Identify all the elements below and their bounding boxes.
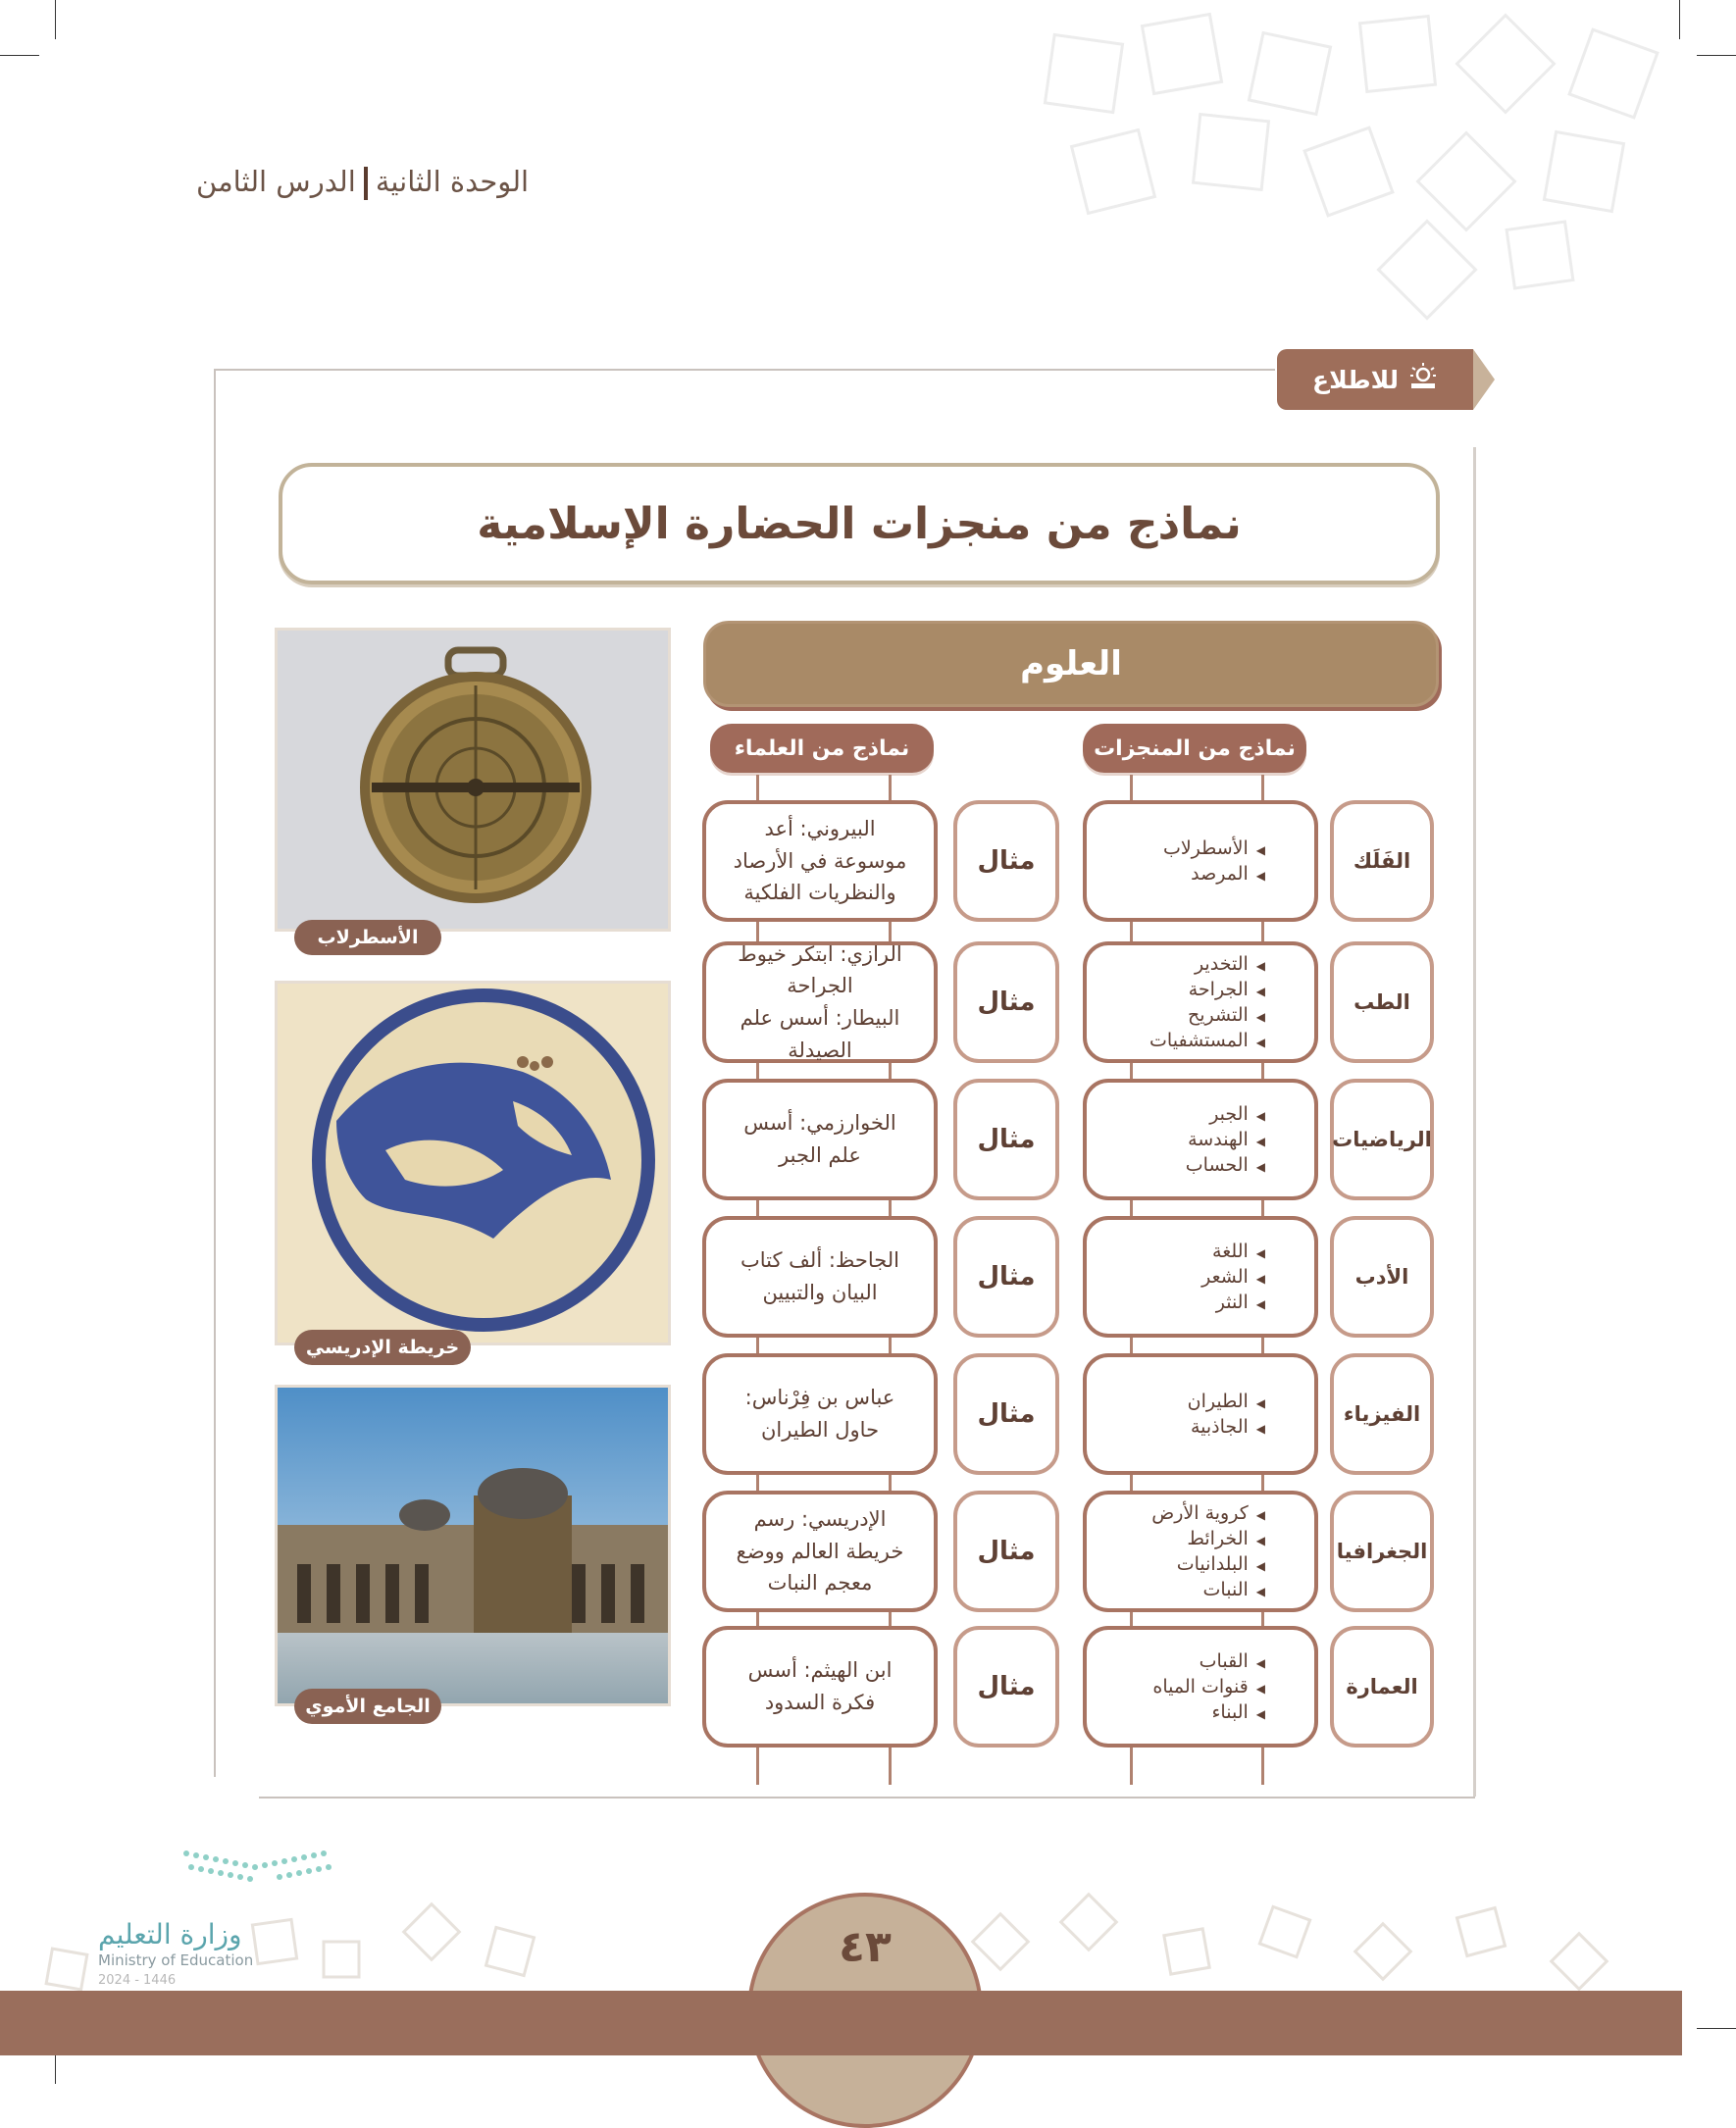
scholar-line: البيان والتبيين (762, 1281, 878, 1304)
achievement-item: ◀ البلدانيات (1151, 1551, 1265, 1577)
category-box (1330, 800, 1434, 922)
image-caption: الأسطرلاب (294, 920, 441, 955)
achievement-item: ◀ التخدير (1149, 951, 1265, 977)
category-label: الجغرافيا (1336, 1540, 1428, 1563)
example-box (953, 1216, 1059, 1338)
ministry-logo-dots (177, 1844, 353, 1893)
scholar-box (702, 1216, 938, 1338)
achievements-box (1083, 1079, 1318, 1200)
example-label: مثال (977, 988, 1036, 1017)
achievement-item: ◀ اللغة (1201, 1239, 1265, 1264)
scholars-column-header: نماذج من العلماء (710, 724, 934, 773)
unit-label: الوحدة الثانية (375, 165, 530, 198)
achievement-item: ◀ التشريح (1149, 1002, 1265, 1028)
lesson-label: الدرس الثامن (196, 165, 356, 198)
scholar-line: الإدريسي: رسم (753, 1507, 887, 1532)
example-label: مثال (977, 1672, 1036, 1701)
scholar-text (734, 813, 907, 909)
scholar-box (702, 1491, 938, 1612)
info-badge-label: للاطلاع (1312, 365, 1399, 394)
example-box (953, 1353, 1059, 1475)
achievement-item: ◀ المرصد (1163, 861, 1265, 887)
category-box (1330, 941, 1434, 1063)
achievements-box (1083, 1626, 1318, 1748)
decorative-pattern (1020, 0, 1697, 324)
umayyad-mosque-photo (275, 1385, 671, 1706)
achievements-box (1083, 1216, 1318, 1338)
category-label: الرياضيات (1332, 1128, 1432, 1151)
example-label: مثال (977, 1125, 1036, 1154)
idrisi-map-photo (275, 981, 671, 1345)
crop-mark (55, 0, 56, 39)
page-title: نماذج من منجزات الحضارة الإسلامية (279, 463, 1440, 584)
scholar-line: حاول الطيران (760, 1418, 880, 1442)
ministry-name-arabic: وزارة التعليم (98, 1918, 242, 1951)
image-caption: الجامع الأموي (294, 1689, 441, 1724)
ministry-name-english: Ministry of Education (98, 1951, 254, 1969)
scholar-text (748, 1654, 893, 1718)
achievement-item: ◀ الشعر (1201, 1264, 1265, 1290)
image-caption: خريطة الإدريسي (294, 1330, 471, 1365)
achievements-list (1149, 951, 1265, 1054)
scholar-line: ابن الهيثم: أسس (747, 1658, 893, 1683)
category-label: الطب (1353, 990, 1410, 1014)
frame-line (214, 369, 216, 1777)
achievement-item: ◀ النبات (1151, 1577, 1265, 1602)
breadcrumb (196, 165, 608, 200)
achievement-item: ◀ البناء (1152, 1699, 1265, 1725)
frame-line (1473, 447, 1476, 1797)
scholar-line: البيروني: أعد (764, 817, 876, 841)
achievements-list (1152, 1648, 1265, 1726)
scholar-text (738, 938, 901, 1066)
example-box (953, 1079, 1059, 1200)
achievement-item: ◀ كروية الأرض (1151, 1500, 1265, 1526)
achievement-item: ◀ النثر (1201, 1290, 1265, 1315)
achievement-item: ◀ القباب (1152, 1648, 1265, 1674)
category-box (1330, 1491, 1434, 1612)
scholar-text (743, 1107, 895, 1171)
scholar-line: خريطة العالم ووضع (736, 1539, 904, 1563)
scholar-line: عباس بن فِرْناس: (744, 1386, 895, 1410)
achievement-item: ◀ الأسطرلاب (1163, 836, 1265, 861)
category-label: الأدب (1354, 1265, 1409, 1289)
scholar-line: الخوارزمي: أسس (743, 1111, 896, 1136)
achievements-list (1151, 1500, 1265, 1603)
achievements-column-header: نماذج من المنجزات (1083, 724, 1306, 773)
scholar-line: الجاحظ: ألف كتاب (740, 1248, 900, 1273)
example-box (953, 1491, 1059, 1612)
scholar-text (740, 1244, 899, 1308)
achievement-item: ◀ الجراحة (1149, 977, 1265, 1002)
achievement-item: ◀ الخرائط (1151, 1526, 1265, 1551)
chevron-decoration (1473, 349, 1495, 410)
scholar-text (737, 1503, 904, 1599)
achievement-item: ◀ الطيران (1188, 1389, 1265, 1414)
lightbulb-icon (1408, 362, 1438, 397)
scholar-line: الجراحة (787, 974, 853, 998)
scholar-line: البيطار: أسس علم (740, 1006, 900, 1030)
page-number: ٤٣ (839, 1922, 892, 1972)
example-box (953, 941, 1059, 1063)
category-box (1330, 1216, 1434, 1338)
achievement-item: ◀ الهندسة (1186, 1127, 1265, 1152)
category-box (1330, 1079, 1434, 1200)
crop-mark (0, 55, 39, 56)
achievements-list (1188, 1389, 1265, 1440)
example-box (953, 800, 1059, 922)
example-label: مثال (977, 846, 1036, 876)
scholar-box (702, 800, 938, 922)
achievement-item: ◀ الجاذبية (1188, 1414, 1265, 1440)
achievements-box (1083, 1491, 1318, 1612)
category-label: الفيزياء (1343, 1402, 1421, 1426)
footer-band (0, 1991, 1682, 2055)
crop-mark (1697, 2028, 1736, 2029)
scholar-line: موسوعة في الأرصاد (733, 848, 907, 873)
section-heading: العلوم (703, 621, 1439, 707)
achievements-box (1083, 800, 1318, 922)
achievement-item: ◀ الجبر (1186, 1101, 1265, 1127)
scholar-box (702, 941, 938, 1063)
achievements-box (1083, 941, 1318, 1063)
frame-line (259, 1797, 1475, 1799)
scholar-box (702, 1353, 938, 1475)
frame-line (216, 369, 1275, 371)
ministry-year: 2024 - 1446 (98, 1973, 177, 1988)
scholar-line: الصيدلة (788, 1038, 852, 1062)
achievements-list (1186, 1101, 1265, 1179)
category-box (1330, 1626, 1434, 1748)
scholar-line: معجم النبات (767, 1571, 873, 1596)
category-label: الفَلَك (1353, 849, 1411, 873)
example-label: مثال (977, 1399, 1036, 1429)
example-label: مثال (977, 1262, 1036, 1292)
scholar-line: فكرة السدود (764, 1691, 876, 1714)
achievement-item: ◀ المستشفيات (1149, 1028, 1265, 1053)
achievement-item: ◀ الحساب (1186, 1152, 1265, 1178)
achievement-item: ◀ قنوات المياه (1152, 1674, 1265, 1699)
achievements-list (1163, 836, 1265, 887)
example-label: مثال (977, 1537, 1036, 1566)
crop-mark (1697, 55, 1736, 56)
scholar-box (702, 1626, 938, 1748)
scholar-text (745, 1382, 895, 1445)
achievements-list (1201, 1239, 1265, 1316)
example-box (953, 1626, 1059, 1748)
scholar-line: والنظريات الفلكية (743, 881, 896, 905)
scholar-line: علم الجبر (779, 1143, 861, 1167)
category-box (1330, 1353, 1434, 1475)
category-label: العمارة (1346, 1675, 1418, 1698)
scholar-line: الرازي: ابتكر خيوط (738, 941, 902, 966)
astrolabe-photo (275, 628, 671, 932)
scholar-box (702, 1079, 938, 1200)
achievements-box (1083, 1353, 1318, 1475)
info-badge (1277, 349, 1473, 410)
divider (364, 167, 368, 200)
